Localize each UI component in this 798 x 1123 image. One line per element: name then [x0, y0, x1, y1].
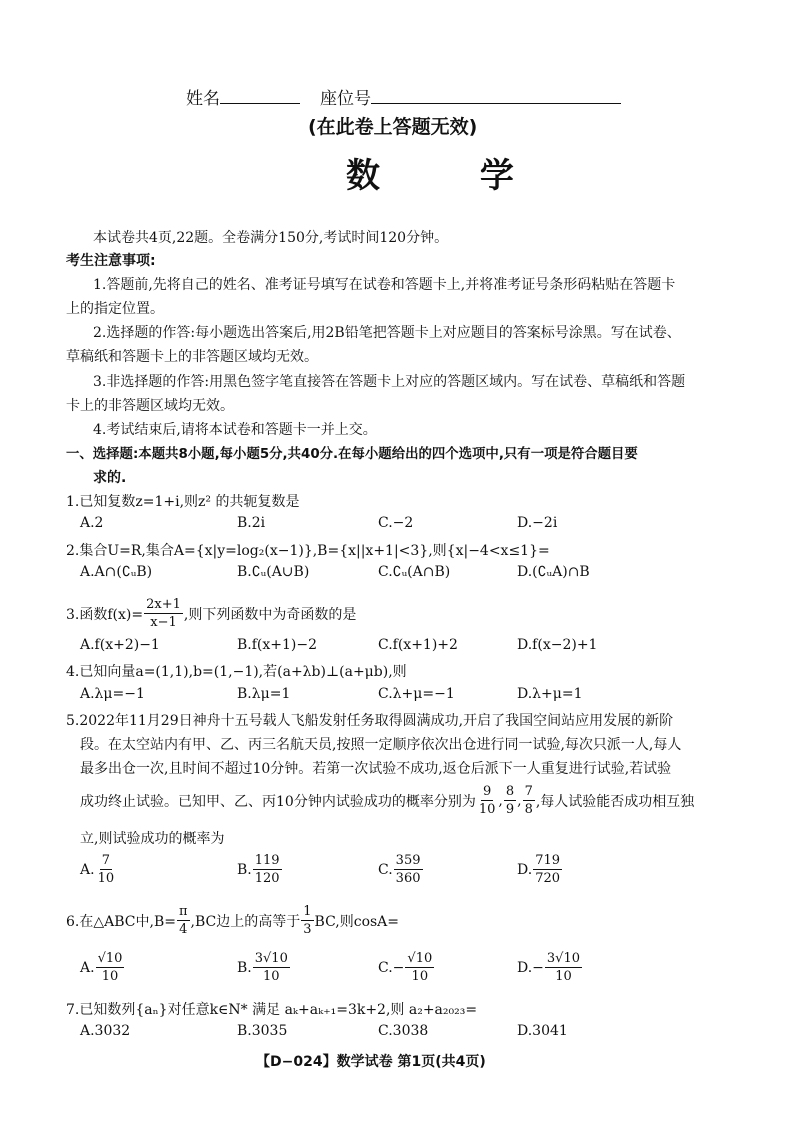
question-5-line-5: 立,则试验成功的概率为	[80, 831, 225, 847]
q1-option-d: D.−2i	[517, 515, 558, 531]
q5-c-label: C.	[378, 861, 393, 878]
question-6-stem	[66, 903, 399, 938]
q6-c-frac	[405, 950, 434, 985]
q5-b-num: 119	[254, 853, 280, 868]
q6-option-c	[378, 950, 435, 985]
section-heading-cont: 求的.	[93, 470, 127, 486]
q1-option-a: A.2	[80, 515, 104, 531]
q6-angle-den: 4	[179, 922, 188, 937]
q6-a-num: √10	[97, 951, 123, 966]
seat-label: 座位号	[320, 89, 371, 109]
q5-prob-bing	[523, 783, 535, 818]
q1-option-c: C.−2	[378, 515, 414, 531]
q5-c-den: 360	[395, 871, 421, 886]
seat-blank	[371, 89, 621, 104]
q6-angle-frac	[177, 903, 190, 938]
q5-p2-den: 9	[505, 802, 515, 817]
q4-option-c: C.λ+μ=−1	[378, 686, 455, 702]
q7-option-d: D.3041	[517, 1023, 568, 1039]
intro-text: 本试卷共4页,22题。全卷满分150分,考试时间120分钟。	[93, 230, 449, 246]
q6-b-frac	[253, 950, 290, 985]
q5-p3-den: 8	[524, 802, 533, 817]
note-4: 4.考试结束后,请将本试卷和答题卡一并上交。	[93, 422, 377, 438]
q5-a-frac	[96, 852, 117, 887]
note-2a: 2.选择题的作答:每小题选出答案后,用2B铅笔把答题卡上对应题目的答案标号涂黑。写在试卷、	[93, 325, 681, 341]
q2-option-b: B.∁ᵤ(A∪B)	[237, 564, 310, 580]
q6-height-frac	[301, 903, 313, 938]
section-heading: 一、选择题:本题共8小题,每小题5分,共40分.在每小题给出的四个选项中,只有一项是符合题目要	[66, 447, 638, 462]
q5-p2-num: 8	[505, 784, 515, 799]
q5-b-label: B.	[237, 861, 252, 878]
q5-option-b	[237, 852, 283, 887]
q5-b-frac	[253, 852, 282, 887]
q6-stem-post: BC,则cosA=	[314, 913, 400, 930]
q4-option-d: D.λ+μ=1	[517, 686, 583, 702]
q6-a-frac	[96, 950, 125, 985]
question-1-stem: 1.已知复数z=1+i,则z² 的共轭复数是	[66, 494, 300, 510]
q1-option-b: B.2i	[237, 515, 266, 531]
q6-a-den: 10	[101, 969, 119, 984]
q6-stem-mid: ,BC边上的高等于	[190, 913, 301, 930]
answer-invalid-note: (在此卷上答题无效)	[308, 116, 478, 138]
q2-option-a: A.A∩(∁ᵤB)	[80, 564, 153, 580]
q7-option-b: B.3035	[237, 1023, 288, 1039]
q5-d-frac	[533, 852, 562, 887]
q2-option-d: D.(∁ᵤA)∩B	[517, 564, 590, 580]
q6-c-num: √10	[407, 951, 433, 966]
question-2-stem: 2.集合U=R,集合A={x|y=log₂(x−1)},B={x||x+1|<3},则{x|−4<x≤1}=	[66, 543, 550, 559]
q5-a-label: A.	[80, 861, 95, 878]
q3-option-c: C.f(x+1)+2	[378, 637, 458, 653]
question-7-stem: 7.已知数列{aₙ}对任意k∈N* 满足 aₖ+aₖ₊₁=3k+2,则 a₂+a₂₀₂₃=	[66, 1002, 478, 1018]
question-5-line-1: 5.2022年11月29日神舟十五号载人飞船发射任务取得圆满成功,开启了我国空间站应用发展的新阶	[66, 713, 674, 729]
q2-option-c: C.∁ᵤ(A∩B)	[378, 564, 451, 580]
q5-d-num: 719	[535, 853, 561, 868]
q5-d-den: 720	[535, 871, 561, 886]
q6-option-d	[517, 950, 583, 985]
q6-d-den: 10	[555, 969, 572, 984]
seat-field	[320, 84, 621, 109]
q5-option-a	[80, 852, 117, 887]
question-5-line-4: 成功终止试验。已知甲、乙、丙10分钟内试验成功的概率分别为 $\frac{9}{10}$ , $\frac{8}{9}$ , $\frac{7}{8}$ ,每人试验能否成功相互独	[80, 784, 695, 817]
question-4-stem: 4.已知向量a=(1,1),b=(1,−1),若(a+λb)⊥(a+μb),则	[66, 664, 407, 680]
q3-option-a: A.f(x+2)−1	[80, 637, 160, 653]
q7-option-a: A.3032	[80, 1023, 131, 1039]
question-5-line-3: 最多出仓一次,且时间不超过10分钟。若第一次试验不成功,返仓后派下一人重复进行试验,若试验	[80, 761, 672, 777]
note-1b: 上的指定位置。	[66, 301, 164, 317]
note-1a: 1.答题前,先将自己的姓名、准考证号填写在试卷和答题卡上,并将准考证号条形码粘贴在答题卡	[93, 277, 676, 293]
q5-line-4-text: 成功终止试验。已知甲、乙、丙10分钟内试验成功的概率分别为	[80, 793, 476, 810]
q5-c-num: 359	[395, 853, 421, 868]
q5-b-den: 120	[254, 871, 280, 886]
q6-b-den: 10	[263, 969, 280, 984]
q3-option-d: D.f(x−2)+1	[517, 637, 598, 653]
page-footer: 【D−024】数学试卷 第1页(共4页)	[256, 1054, 486, 1070]
q6-c-den: 10	[411, 969, 429, 984]
q5-p3-num: 7	[524, 784, 533, 799]
q4-option-a: A.λμ=−1	[80, 686, 145, 702]
q5-line-4-end: ,每人试验能否成功相互独	[535, 793, 695, 810]
q3-fraction-den: x−1	[150, 615, 177, 630]
q3-stem-pre: 3.函数f(x)=	[66, 606, 144, 623]
q5-prob-jia	[477, 783, 498, 818]
q3-option-b: B.f(x+1)−2	[237, 637, 318, 653]
q3-fraction	[144, 596, 183, 631]
q6-d-frac	[545, 950, 582, 985]
note-3a: 3.非选择题的作答:用黑色签字笔直接答在答题卡上对应的答题区域内。写在试卷、草稿纸和答题	[93, 374, 686, 390]
q3-stem-post: ,则下列函数中为奇函数的是	[183, 606, 357, 623]
q3-fraction-num: 2x+1	[146, 597, 181, 612]
q6-option-b	[237, 950, 291, 985]
name-blank	[220, 89, 300, 104]
q5-d-label: D.	[517, 861, 533, 878]
q5-p1-den: 10	[478, 802, 496, 817]
q6-option-a	[80, 950, 125, 985]
note-2b: 草稿纸和答题卡上的非答题区域均无效。	[66, 349, 318, 365]
q5-a-den: 10	[97, 871, 115, 886]
q4-option-b: B.λμ=1	[237, 686, 291, 702]
q6-stem-pre: 6.在△ABC中,B=	[66, 913, 176, 930]
q5-a-num: 7	[101, 853, 110, 868]
question-5-line-2: 段。在太空站内有甲、乙、丙三名航天员,按照一定顺序依次出仓进行同一试验,每次只派一人,每人	[80, 737, 682, 753]
q6-b-num: 3√10	[254, 951, 288, 966]
q5-prob-yi	[504, 783, 516, 818]
q6-angle-num: π	[178, 904, 188, 919]
q6-b-label: B.	[237, 959, 252, 976]
q5-option-c	[378, 852, 424, 887]
q5-p1-num: 9	[482, 784, 492, 799]
q6-d-num: 3√10	[546, 951, 581, 966]
q6-height-num: 1	[303, 904, 312, 919]
notes-heading: 考生注意事项:	[66, 253, 156, 269]
q6-height-den: 3	[303, 922, 312, 937]
page-title: 数 学	[346, 156, 558, 196]
q6-a-label: A.	[80, 959, 95, 976]
q5-option-d	[517, 852, 563, 887]
q6-d-label: D.−	[517, 959, 544, 976]
name-field	[186, 84, 300, 109]
note-3b: 卡上的非答题区域均无效。	[66, 398, 234, 414]
q6-c-label: C.−	[378, 959, 405, 976]
name-label: 姓名	[186, 89, 220, 109]
question-3-stem	[66, 596, 356, 631]
q7-option-c: C.3038	[378, 1023, 429, 1039]
q5-c-frac	[394, 852, 423, 887]
